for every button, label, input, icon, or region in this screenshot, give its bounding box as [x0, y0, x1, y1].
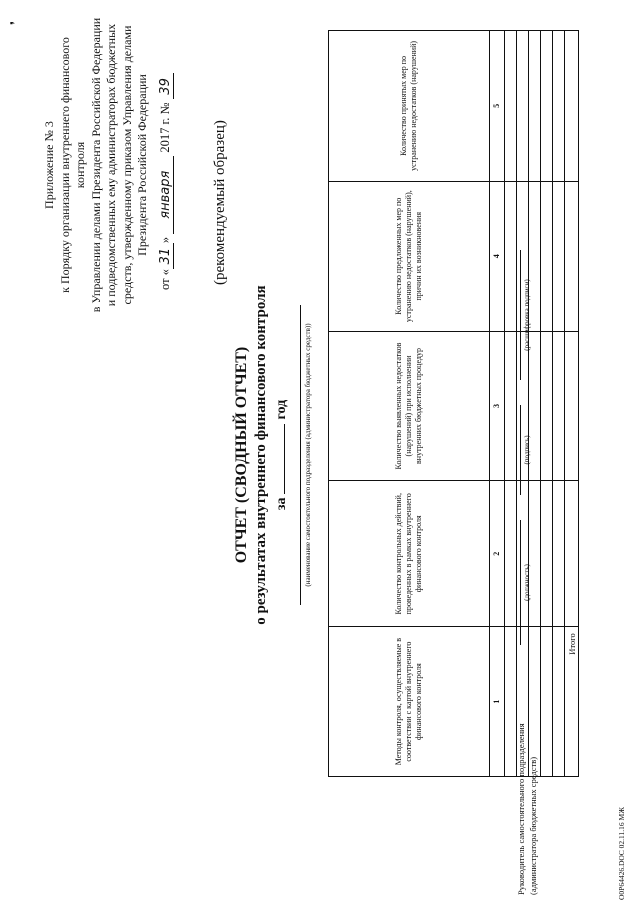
header-cell-proposed-measures: Количество предложенных мер по устранению недостатков (нарушений), причин их возникновения — [329, 181, 490, 331]
column-number: 1 — [490, 627, 505, 777]
table-cell — [505, 181, 517, 331]
signature-line — [520, 405, 521, 495]
header-cell-detected-shortcomings: Количество выявленных недостатков (нарушений) при исполнении внутренних бюджетных процедур — [329, 331, 490, 481]
column-number: 4 — [490, 181, 505, 331]
total-label: Итого — [565, 627, 579, 777]
report-title: ОТЧЕТ (СВОДНЫЙ ОТЧЕТ) — [233, 346, 250, 564]
table-row — [529, 31, 541, 777]
date-day: 31 — [159, 243, 174, 269]
table-cell — [553, 31, 565, 182]
period-blank — [272, 424, 285, 494]
appendix-line: Президента Российской Федерации — [135, 74, 149, 256]
header-cell-control-actions: Количество контрольных действий, проведенных в рамках внутреннего финансового контроля — [329, 481, 490, 627]
total-cell — [565, 481, 579, 627]
appendix-line: Приложение № 3 — [42, 121, 56, 209]
total-cell — [565, 181, 579, 331]
name-decoding-caption: (расшифровка подписи) — [523, 279, 531, 351]
total-cell — [565, 31, 579, 182]
date-mid: » — [158, 236, 172, 244]
period-suffix: год — [274, 399, 289, 420]
date-year: 2017 г. № — [158, 102, 172, 153]
table-cell — [541, 481, 553, 627]
table-cell — [553, 181, 565, 331]
sample-label: (рекомендуемый образец) — [212, 120, 228, 285]
table-row — [517, 31, 529, 777]
table-cell — [505, 481, 517, 627]
table-row — [505, 31, 517, 777]
position-caption: (должность) — [523, 564, 531, 601]
table-cell — [541, 181, 553, 331]
signature-label — [515, 723, 539, 895]
order-number: 39 — [159, 73, 174, 99]
approval-date-line — [158, 73, 174, 290]
column-number: 5 — [490, 31, 505, 182]
subdivision-caption: (наименование самостоятельного подразделения (администратора бюджетных средств)) — [304, 323, 312, 587]
table-cell — [541, 627, 553, 777]
table-cell — [541, 31, 553, 182]
table-cell — [517, 31, 529, 182]
table-cell — [553, 627, 565, 777]
table-header-row — [329, 31, 490, 777]
total-row — [565, 31, 579, 777]
column-number-row — [490, 31, 505, 777]
header-cell-adopted-measures: Количество принятых мер по устранению недостатков (нарушений) — [329, 31, 490, 182]
appendix-line: средств, утвержденному приказом Управления делами — [119, 25, 134, 305]
total-cell — [565, 331, 579, 481]
report-table — [328, 30, 579, 777]
table-cell — [553, 331, 565, 481]
table-row — [553, 31, 565, 777]
period-prefix: за — [274, 497, 289, 511]
appendix-line: к Порядку организации внутреннего финансового контроля — [57, 37, 87, 293]
report-subtitle: о результатах внутреннего финансового контроля — [253, 285, 269, 625]
signature-label-line: Руководитель самостоятельного подразделения — [516, 723, 526, 895]
report-period — [272, 255, 290, 655]
column-number: 2 — [490, 481, 505, 627]
appendix-line: в Управлении делами Президента Российской Федерации — [88, 17, 103, 313]
corner-mark-icon: ❜ — [8, 21, 22, 25]
subdivision-name-line — [300, 305, 301, 605]
column-number: 3 — [490, 331, 505, 481]
date-prefix: от « — [158, 269, 172, 290]
signature-label-line: (администратора бюджетных средств) — [528, 756, 538, 895]
table-cell — [553, 481, 565, 627]
header-cell-control-methods: Методы контроля, осуществляемые в соответствии с картой внутреннего финансового контроля — [329, 627, 490, 777]
position-line — [520, 520, 521, 645]
file-footer: О0Р64426.DOC 02.11.16 МЖ — [617, 807, 626, 900]
name-decoding-line — [520, 250, 521, 380]
signature-caption: (подпись) — [523, 435, 531, 465]
date-month: января — [159, 156, 174, 234]
appendix-line: и подведомственных ему администраторах бюджетных — [104, 23, 118, 307]
table-cell — [505, 31, 517, 182]
table-cell — [529, 31, 541, 182]
table-cell — [541, 331, 553, 481]
appendix-block — [42, 15, 151, 315]
table-cell — [505, 331, 517, 481]
table-row — [541, 31, 553, 777]
